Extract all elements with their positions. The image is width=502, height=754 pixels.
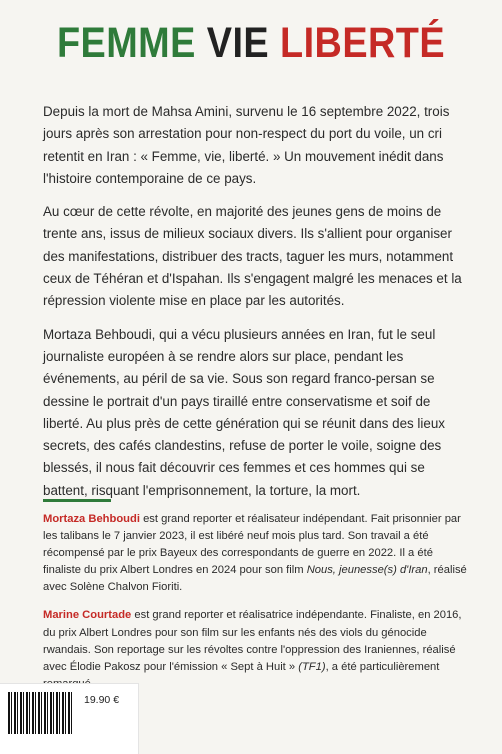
summary-text xyxy=(43,101,463,513)
summary-paragraph-3: Mortaza Behboudi, qui a vécu plusieurs années en Iran, fut le seul journaliste européen à se rendre alors sur place, pendant les événements, au péril de sa vie. Sous son regard franco-persan se dessine le portrait d'un pays tiraillé entre conservatisme et soif de liberté. Au plus près de cette génération qui se réunit dans des lieux secrets, des cafés clandestins, refuse de porter le voile, soigne des blessés, il nous fait découvrir ces femmes et ces hommes qui se battent, risquant l'emprisonnement, la torture, la mort. xyxy=(43,326,445,498)
title-word-vie: VIE xyxy=(206,19,270,67)
author-2-channel: (TF1) xyxy=(298,660,326,673)
author-2-name: Marine Courtade xyxy=(43,609,132,622)
author-1-text: est grand reporter et réalisateur indépendant. Fait prisonnier par les talibans le 7 janvier 2023, il est libéré neuf mois plus tard. Son travail a été récompensé par le prix Bayeux des correspondants de guerre en 2022. Il a été finaliste du prix Albert Londres en 2024 pour son film xyxy=(43,513,461,577)
bio-author-2 xyxy=(43,607,473,692)
book-title xyxy=(30,19,472,67)
author-2-text-end: , a été particulièrement xyxy=(325,660,440,673)
section-divider xyxy=(43,499,111,502)
barcode-label xyxy=(0,683,139,754)
summary-paragraph-1: Depuis la mort de Mahsa Amini, survenu le 16 septembre 2022, trois jours après son arrestation pour non-respect du port du voile, un cri retentit en Iran : « Femme, vie, liberté. » Un mouvement inédit dans l'histoire contemporaine de ce pays. xyxy=(43,104,450,186)
author-1-text-end: , réalisé avec Solène Chalvon Fioriti. xyxy=(43,564,467,594)
title-word-femme: FEMME xyxy=(56,19,196,67)
barcode-icon xyxy=(8,692,72,734)
summary-paragraph-2: Au cœur de cette révolte, en majorité des jeunes gens de moins de trente ans, issus de milieux sociaux divers. Ils s'allient pour organiser des manifestations, distribuer des tracts, taguer les murs, notamment ceux de Téhéran et d'Ispahan. Ils s'engagent malgré les menaces et la répression violente mise en place par les autorités. xyxy=(43,204,462,309)
price-label: 19.90 € xyxy=(84,694,120,706)
author-1-name: Mortaza Behboudi xyxy=(43,513,140,525)
author-1-film-title: Nous, jeunesse(s) d'Iran xyxy=(306,564,428,577)
bio-author-1 xyxy=(43,511,473,596)
author-2-text: est grand reporter et réalisatrice indépendante. Finaliste, en 2016, du prix Albert Londres pour son film sur les enfants nés des viols du génocide rwandais. Son reportage sur les révoltes contre l'oppression des Iraniennes, réalisé avec Élodie Pakosz pour l'émission « Sept à Huit » xyxy=(43,609,462,673)
author-bios xyxy=(43,511,473,704)
title-word-liberte: LIBERTÉ xyxy=(280,19,446,67)
